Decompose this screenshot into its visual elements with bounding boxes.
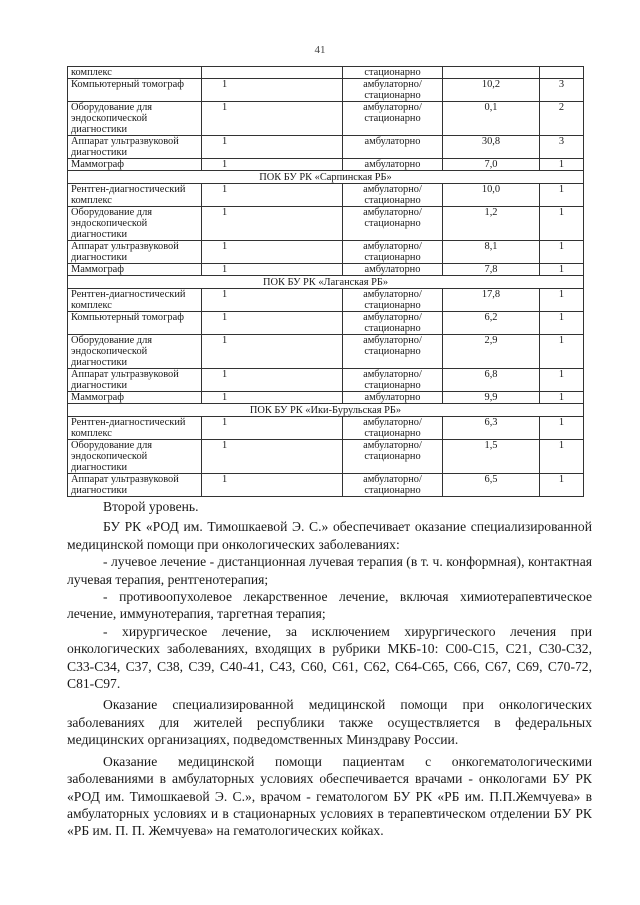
quantity-cell: 1: [202, 392, 343, 404]
conditions-cell: стационарно: [343, 67, 443, 79]
conditions-cell: амбулаторно: [343, 136, 443, 159]
workload-cell: 7,8: [443, 264, 540, 276]
table-row: [68, 136, 584, 159]
shift-cell: 1: [540, 440, 584, 474]
conditions-cell: амбулаторно/ стационарно: [343, 312, 443, 335]
shift-cell: 1: [540, 392, 584, 404]
section-title: ПОК БУ РК «Сарпинская РБ»: [68, 171, 584, 184]
table-row: [68, 369, 584, 392]
equipment-name-cell: Оборудование для эндоскопической диагностики: [68, 207, 202, 241]
workload-cell: 9,9: [443, 392, 540, 404]
equipment-name-cell: Рентген-диагностический комплекс: [68, 289, 202, 312]
conditions-cell: амбулаторно: [343, 392, 443, 404]
table-section-row: [68, 171, 584, 184]
equipment-name-cell: Маммограф: [68, 159, 202, 171]
shift-cell: 1: [540, 312, 584, 335]
table-row: [68, 79, 584, 102]
quantity-cell: 1: [202, 289, 343, 312]
shift-cell: 1: [540, 207, 584, 241]
workload-cell: 2,9: [443, 335, 540, 369]
equipment-name-cell: Аппарат ультразвуковой диагностики: [68, 136, 202, 159]
equipment-name-cell: Оборудование для эндоскопической диагностики: [68, 335, 202, 369]
quantity-cell: 1: [202, 136, 343, 159]
conditions-cell: амбулаторно/ стационарно: [343, 289, 443, 312]
conditions-cell: амбулаторно/ стационарно: [343, 440, 443, 474]
conditions-cell: амбулаторно/ стационарно: [343, 79, 443, 102]
quantity-cell: 1: [202, 335, 343, 369]
equipment-name-cell: Рентген-диагностический комплекс: [68, 417, 202, 440]
equipment-name-cell: комплекс: [68, 67, 202, 79]
workload-cell: 10,0: [443, 184, 540, 207]
conditions-cell: амбулаторно/ стационарно: [343, 184, 443, 207]
table-row: [68, 474, 584, 497]
table-row: [68, 184, 584, 207]
table-row: [68, 440, 584, 474]
workload-cell: 6,5: [443, 474, 540, 497]
body-text: [67, 498, 592, 840]
shift-cell: 1: [540, 264, 584, 276]
quantity-cell: 1: [202, 102, 343, 136]
quantity-cell: 1: [202, 79, 343, 102]
equipment-name-cell: Компьютерный томограф: [68, 79, 202, 102]
table-row: [68, 335, 584, 369]
workload-cell: 17,8: [443, 289, 540, 312]
workload-cell: 7,0: [443, 159, 540, 171]
shift-cell: 2: [540, 102, 584, 136]
workload-cell: 1,2: [443, 207, 540, 241]
paragraph-radiation: - лучевое лечение - дистанционная лучевая терапия (в т. ч. конформная), контактная лучевая терапия, рентгенотерапия;: [67, 554, 592, 587]
equipment-name-cell: Маммограф: [68, 392, 202, 404]
shift-cell: 1: [540, 241, 584, 264]
quantity-cell: 1: [202, 159, 343, 171]
table-section-row: [68, 276, 584, 289]
workload-cell: 6,2: [443, 312, 540, 335]
conditions-cell: амбулаторно: [343, 159, 443, 171]
section-title: ПОК БУ РК «Ики-Бурульская РБ»: [68, 404, 584, 417]
quantity-cell: 1: [202, 312, 343, 335]
paragraph-drug: - противоопухолевое лекарственное лечение, включая химиотерапевтическое лечение, иммунотерапия, таргетная терапия;: [67, 589, 592, 622]
paragraph-hematology: Оказание медицинской помощи пациентам с онкогематологическими заболеваниями в амбулаторных условиях обеспечивается врачами - онкологами БУ РК «РОД им. Тимошкаевой Э. С.», врачом - гематологом БУ РК «РБ им. П.П.Жемчуева» в амбулаторных условиях и в стационарных условиях в терапевтическом отделении БУ РК «РБ им. П. П. Жемчуева» на гематологических койках.: [67, 753, 592, 839]
section-title: ПОК БУ РК «Лаганская РБ»: [68, 276, 584, 289]
workload-cell: 6,3: [443, 417, 540, 440]
workload-cell: [443, 67, 540, 79]
equipment-name-cell: Оборудование для эндоскопической диагностики: [68, 440, 202, 474]
table-row: [68, 67, 584, 79]
quantity-cell: 1: [202, 207, 343, 241]
conditions-cell: амбулаторно/ стационарно: [343, 207, 443, 241]
equipment-name-cell: Маммограф: [68, 264, 202, 276]
table-row: [68, 102, 584, 136]
equipment-name-cell: Аппарат ультразвуковой диагностики: [68, 241, 202, 264]
table-row: [68, 241, 584, 264]
table-row: [68, 289, 584, 312]
quantity-cell: 1: [202, 474, 343, 497]
paragraph-federal: Оказание специализированной медицинской помощи при онкологических заболеваниях для жителей республики также осуществляется в федеральных медицинских организациях, подведомственных Минздраву России.: [67, 697, 592, 748]
workload-cell: 0,1: [443, 102, 540, 136]
workload-cell: 6,8: [443, 369, 540, 392]
conditions-cell: амбулаторно: [343, 264, 443, 276]
shift-cell: 1: [540, 289, 584, 312]
equipment-name-cell: Компьютерный томограф: [68, 312, 202, 335]
shift-cell: [540, 67, 584, 79]
paragraph-rod: БУ РК «РОД им. Тимошкаевой Э. С.» обеспечивает оказание специализированной медицинской помощи при онкологических заболеваниях:: [67, 519, 592, 552]
equipment-table: [67, 66, 584, 497]
paragraph-surgery: - хирургическое лечение, за исключением хирургического лечения при онкологических заболеваниях, входящих в рубрики МКБ-10: С00-С15, С21, С30-С32, С33-С34, С37, С38, С39, С40-41, С43, С60, С61, С62, С64-С65, С66, С67, С69, С70-72, С81-С97.: [67, 623, 592, 692]
heading-second-level: Второй уровень.: [103, 499, 199, 514]
shift-cell: 3: [540, 136, 584, 159]
shift-cell: 1: [540, 184, 584, 207]
quantity-cell: 1: [202, 440, 343, 474]
table-row: [68, 264, 584, 276]
quantity-cell: 1: [202, 241, 343, 264]
quantity-cell: 1: [202, 417, 343, 440]
conditions-cell: амбулаторно/ стационарно: [343, 102, 443, 136]
workload-cell: 8,1: [443, 241, 540, 264]
quantity-cell: 1: [202, 369, 343, 392]
conditions-cell: амбулаторно/ стационарно: [343, 474, 443, 497]
shift-cell: 1: [540, 159, 584, 171]
table-row: [68, 392, 584, 404]
quantity-cell: 1: [202, 184, 343, 207]
quantity-cell: 1: [202, 264, 343, 276]
conditions-cell: амбулаторно/ стационарно: [343, 369, 443, 392]
shift-cell: 1: [540, 417, 584, 440]
shift-cell: 1: [540, 369, 584, 392]
equipment-name-cell: Аппарат ультразвуковой диагностики: [68, 369, 202, 392]
shift-cell: 3: [540, 79, 584, 102]
equipment-name-cell: Оборудование для эндоскопической диагностики: [68, 102, 202, 136]
page-number: 41: [314, 44, 326, 56]
conditions-cell: амбулаторно/ стационарно: [343, 241, 443, 264]
shift-cell: 1: [540, 474, 584, 497]
conditions-cell: амбулаторно/ стационарно: [343, 417, 443, 440]
table-row: [68, 312, 584, 335]
equipment-name-cell: Рентген-диагностический комплекс: [68, 184, 202, 207]
table-row: [68, 207, 584, 241]
workload-cell: 1,5: [443, 440, 540, 474]
table-section-row: [68, 404, 584, 417]
conditions-cell: амбулаторно/ стационарно: [343, 335, 443, 369]
table-row: [68, 417, 584, 440]
shift-cell: 1: [540, 335, 584, 369]
quantity-cell: [202, 67, 343, 79]
equipment-name-cell: Аппарат ультразвуковой диагностики: [68, 474, 202, 497]
workload-cell: 10,2: [443, 79, 540, 102]
table-row: [68, 159, 584, 171]
workload-cell: 30,8: [443, 136, 540, 159]
